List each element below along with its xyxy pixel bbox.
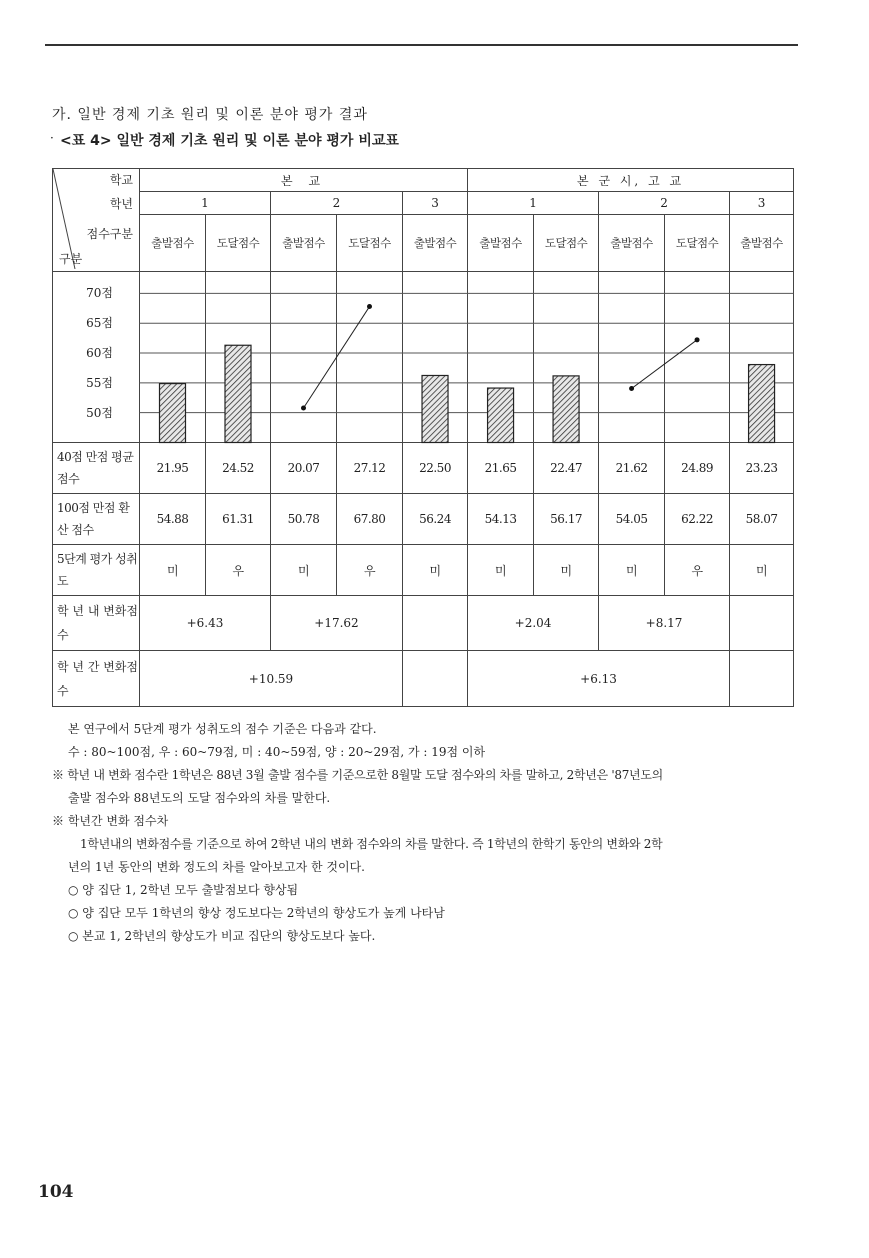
between-change-value: +10.59 xyxy=(140,651,403,707)
note2-line: 1학년내의 변화점수를 기준으로 하여 2학년 내의 변화 점수와의 차를 말한다. 즉 1학년의 한학기 동안의 변화와 2학 xyxy=(80,837,663,851)
empty-cell xyxy=(403,651,468,707)
y-tick-label: 50점 xyxy=(86,405,113,420)
between-change-value: +6.13 xyxy=(468,651,730,707)
score-type-header: 도달점수 xyxy=(665,215,730,272)
conv100-value: 54.88 xyxy=(140,494,206,545)
chart-column-cell xyxy=(403,272,468,443)
grade5-value: 미 xyxy=(730,545,794,596)
corner-grade-label: 학년 xyxy=(109,197,133,211)
notes-section xyxy=(52,718,812,948)
row-label-avg40: 40점 만점 평균 점수 xyxy=(53,443,140,494)
grade5-value: 미 xyxy=(403,545,468,596)
grade5-value: 우 xyxy=(665,545,730,596)
y-tick-label: 65점 xyxy=(86,316,113,331)
y-tick-label: 60점 xyxy=(86,346,113,361)
chart-column-cell xyxy=(140,272,206,443)
criteria-intro: 본 연구에서 5단계 평가 성취도의 점수 기준은 다음과 같다. xyxy=(68,722,377,736)
corner-division-label: 구분 xyxy=(59,252,83,266)
empty-cell xyxy=(730,651,794,707)
within-change-value: +6.43 xyxy=(140,596,271,651)
conv100-value: 67.80 xyxy=(337,494,403,545)
score-type-header: 출발점수 xyxy=(468,215,534,272)
avg40-value: 21.95 xyxy=(140,443,206,494)
grade5-value: 미 xyxy=(468,545,534,596)
grade5-value: 우 xyxy=(337,545,403,596)
criteria-line: 수 : 80~100점, 우 : 60~79점, 미 : 40~59점, 양 : 20~29점, 가 : 19점 이하 xyxy=(68,745,486,759)
grade-header: 1 xyxy=(468,192,599,215)
school-other-header: 본 군 시, 고 교 xyxy=(468,169,794,192)
avg40-value: 21.65 xyxy=(468,443,534,494)
chart-column-cell xyxy=(730,272,794,443)
corner-school-label: 학교 xyxy=(109,173,133,187)
bullet-item: ○ 양 집단 모두 1학년의 향상 정도보다는 2학년의 향상도가 높게 나타남 xyxy=(68,906,445,920)
avg40-value: 22.50 xyxy=(403,443,468,494)
grade5-value: 미 xyxy=(271,545,337,596)
conv100-value: 62.22 xyxy=(665,494,730,545)
chart-y-axis-cell xyxy=(53,272,140,443)
score-type-header: 출발점수 xyxy=(140,215,206,272)
note1-line: 출발 점수와 88년도의 도달 점수와의 차를 말한다. xyxy=(68,791,331,805)
grade5-value: 미 xyxy=(140,545,206,596)
chart-column-cell xyxy=(206,272,271,443)
avg40-value: 21.62 xyxy=(599,443,665,494)
avg40-value: 24.52 xyxy=(206,443,271,494)
within-change-value: +2.04 xyxy=(468,596,599,651)
grade5-value: 미 xyxy=(599,545,665,596)
within-change-value: +17.62 xyxy=(271,596,403,651)
empty-cell xyxy=(730,596,794,651)
score-type-header: 도달점수 xyxy=(534,215,599,272)
section-heading: 가. 일반 경제 기초 원리 및 이론 분야 평가 결과 xyxy=(52,107,368,123)
within-change-value: +8.17 xyxy=(599,596,730,651)
y-tick-label: 55점 xyxy=(86,375,113,390)
chart-column-cell xyxy=(599,272,665,443)
avg40-value: 24.89 xyxy=(665,443,730,494)
school-home-header: 본 교 xyxy=(140,169,468,192)
conv100-value: 54.13 xyxy=(468,494,534,545)
chart-column-cell xyxy=(337,272,403,443)
score-type-header: 출발점수 xyxy=(730,215,794,272)
chart-column-cell xyxy=(271,272,337,443)
conv100-value: 50.78 xyxy=(271,494,337,545)
score-type-header: 출발점수 xyxy=(599,215,665,272)
conv100-value: 54.05 xyxy=(599,494,665,545)
grade-header: 2 xyxy=(271,192,403,215)
chart-column-cell xyxy=(468,272,534,443)
avg40-value: 23.23 xyxy=(730,443,794,494)
y-tick-label: 70점 xyxy=(86,286,113,301)
score-type-header: 도달점수 xyxy=(206,215,271,272)
chart-column-cell xyxy=(665,272,730,443)
grade5-value: 미 xyxy=(534,545,599,596)
corner-header-cell xyxy=(53,169,140,272)
note2-title: ※ 학년간 변화 점수차 xyxy=(52,814,169,828)
bullet-item: ○ 양 집단 1, 2학년 모두 출발점보다 향상됨 xyxy=(68,883,299,897)
comparison-table xyxy=(52,168,794,707)
score-type-header: 출발점수 xyxy=(403,215,468,272)
avg40-value: 27.12 xyxy=(337,443,403,494)
conv100-value: 56.17 xyxy=(534,494,599,545)
row-label-conv100: 100점 만점 환산 점수 xyxy=(53,494,140,545)
note1-line: ※ 학년 내 변화 점수란 1학년은 88년 3월 출발 점수를 기준으로한 8월말 도달 점수와의 차를 말하고, 2학년은 '87년도의 xyxy=(52,768,663,782)
chart-column-cell xyxy=(534,272,599,443)
row-label-grade5: 5단계 평가 성취도 xyxy=(53,545,140,596)
conv100-value: 61.31 xyxy=(206,494,271,545)
score-type-header: 도달점수 xyxy=(337,215,403,272)
grade-header: 2 xyxy=(599,192,730,215)
bullet-item: ○ 본교 1, 2학년의 향상도가 비교 집단의 향상도보다 높다. xyxy=(68,929,376,943)
avg40-value: 20.07 xyxy=(271,443,337,494)
empty-cell xyxy=(403,596,468,651)
row-label-within: 학 년 내 변화점수 xyxy=(53,596,140,651)
grade-header: 3 xyxy=(403,192,468,215)
row-label-between: 학 년 간 변화점수 xyxy=(53,651,140,707)
table-caption: <표 4> 일반 경제 기초 원리 및 이론 분야 평가 비교표 xyxy=(60,133,399,149)
caption-bullet-dot: · xyxy=(50,131,54,145)
note2-line: 년의 1년 동안의 변화 정도의 차를 알아보고자 한 것이다. xyxy=(68,860,365,874)
page-number: 104 xyxy=(38,1182,74,1202)
top-rule xyxy=(45,44,798,46)
grade-header: 1 xyxy=(140,192,271,215)
conv100-value: 56.24 xyxy=(403,494,468,545)
avg40-value: 22.47 xyxy=(534,443,599,494)
conv100-value: 58.07 xyxy=(730,494,794,545)
score-type-header: 출발점수 xyxy=(271,215,337,272)
grade-header: 3 xyxy=(730,192,794,215)
grade5-value: 우 xyxy=(206,545,271,596)
corner-score-type-label: 점수구분 xyxy=(86,227,133,241)
